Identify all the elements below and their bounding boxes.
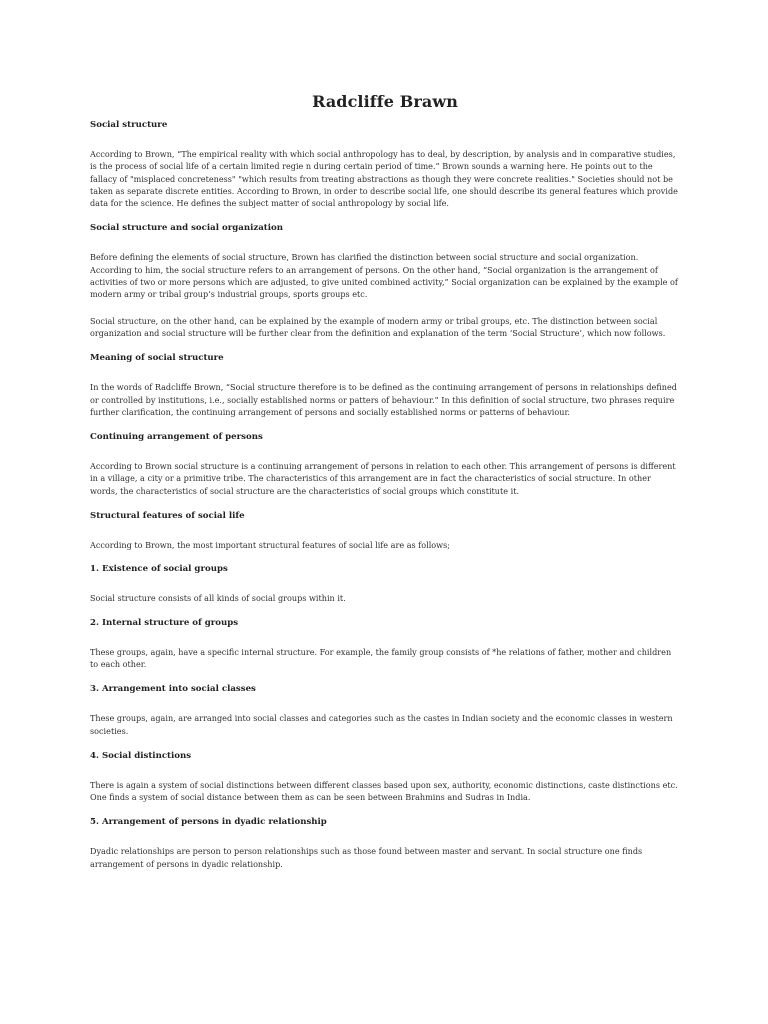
section-heading: 3. Arrangement into social classes bbox=[90, 684, 256, 695]
section-heading: 4. Social distinctions bbox=[90, 750, 192, 761]
section-paragraph: There is again a system of social distinctions between different classes based upon sex, authority, economic distinctions, caste distinctions etc. One finds a system of social distance between them as can be seen between Brahmins and Sudras in India. bbox=[90, 779, 678, 803]
section-heading: Social structure bbox=[90, 120, 168, 130]
document-page bbox=[90, 92, 680, 884]
section-paragraph: Before defining the elements of social structure, Brown has clarified the distinction between social structure and social organization. According to him, the social structure refers to an arrangement of persons. On the other hand, “Social organization is the arrangement of activities of two or more persons which are adjusted, to give united combined activity,” Social organization can be explained by the example of modern army or tribal group’s industrial groups, sports groups etc. bbox=[90, 252, 678, 300]
section-heading: Continuing arrangement of persons bbox=[90, 432, 263, 443]
section-paragraph: Social structure consists of all kinds of social groups within it. bbox=[90, 593, 346, 604]
section-paragraph: These groups, again, are arranged into social classes and categories such as the castes in Indian society and the economic classes in western societies. bbox=[90, 713, 673, 736]
section-paragraph: According to Brown, “The empirical reality with which social anthropology has to deal, by description, by analysis and in comparative studies, is the process of social life of a certain limited regie n during certain period of time.” Brown sounds a warning here. He points out to the fallacy of "misplaced concreteness" "which results from treating abstractions as though they were concrete realities." Societies should not be taken as separate discrete entities. According to Brown, in order to describe social life, one should describe its general features which provide data for the science. He defines the subject matter of social anthropology by social life. bbox=[90, 149, 678, 209]
section-meaning bbox=[90, 353, 680, 418]
section-paragraph: According to Brown social structure is a continuing arrangement of persons in relation to each other. This arrangement of persons is different in a village, a city or a primitive tribe. The characteristics of this arrangement are in fact the characteristics of social structure. In other words, the characteristics of social structure are the characteristics of social groups which constitute it. bbox=[90, 461, 676, 496]
section-paragraph: Social structure, on the other hand, can be explained by the example of modern army or tribal groups, etc. The distinction between social organization and social structure will be further clear from the definition and explanation of the term ‘Social Structure’, which now follows. bbox=[90, 315, 666, 338]
section-continuing-arrangement bbox=[90, 432, 680, 497]
section-social-distinctions bbox=[90, 751, 680, 804]
section-paragraph: Dyadic relationships are person to person relationships such as those found between master and servant. In social structure one finds arrangement of persons in dyadic relationship. bbox=[90, 846, 643, 869]
section-social-classes bbox=[90, 684, 680, 737]
document-title: Radcliffe Brawn bbox=[312, 92, 458, 111]
section-heading: Structural features of social life bbox=[90, 511, 245, 522]
section-heading: Social structure and social organization bbox=[90, 223, 284, 234]
section-paragraph: These groups, again, have a specific internal structure. For example, the family group consists of *he relations of father, mother and children to each other. bbox=[90, 646, 672, 669]
section-dyadic-relationship bbox=[90, 817, 680, 870]
section-heading: 2. Internal structure of groups bbox=[90, 617, 239, 628]
section-social-structure bbox=[90, 120, 680, 209]
section-paragraph: In the words of Radcliffe Brown, “Social structure therefore is to be defined as the continuing arrangement of persons in relationships defined or controlled by institutions, i.e., socially established norms or patters of behaviour.” In this definition of social structure, two phrases require further clarification, the continuing arrangement of persons and socially established norms or patterns of behaviour. bbox=[90, 382, 677, 417]
section-heading: 5. Arrangement of persons in dyadic relationship bbox=[90, 817, 327, 828]
section-heading: Meaning of social structure bbox=[90, 353, 224, 364]
section-structural-features bbox=[90, 511, 680, 551]
section-structure-and-organization bbox=[90, 223, 680, 339]
section-paragraph: According to Brown, the most important structural features of social life are as follows; bbox=[90, 540, 450, 551]
section-internal-structure bbox=[90, 618, 680, 671]
section-existence-of-groups bbox=[90, 564, 680, 604]
section-heading: 1. Existence of social groups bbox=[90, 564, 228, 575]
